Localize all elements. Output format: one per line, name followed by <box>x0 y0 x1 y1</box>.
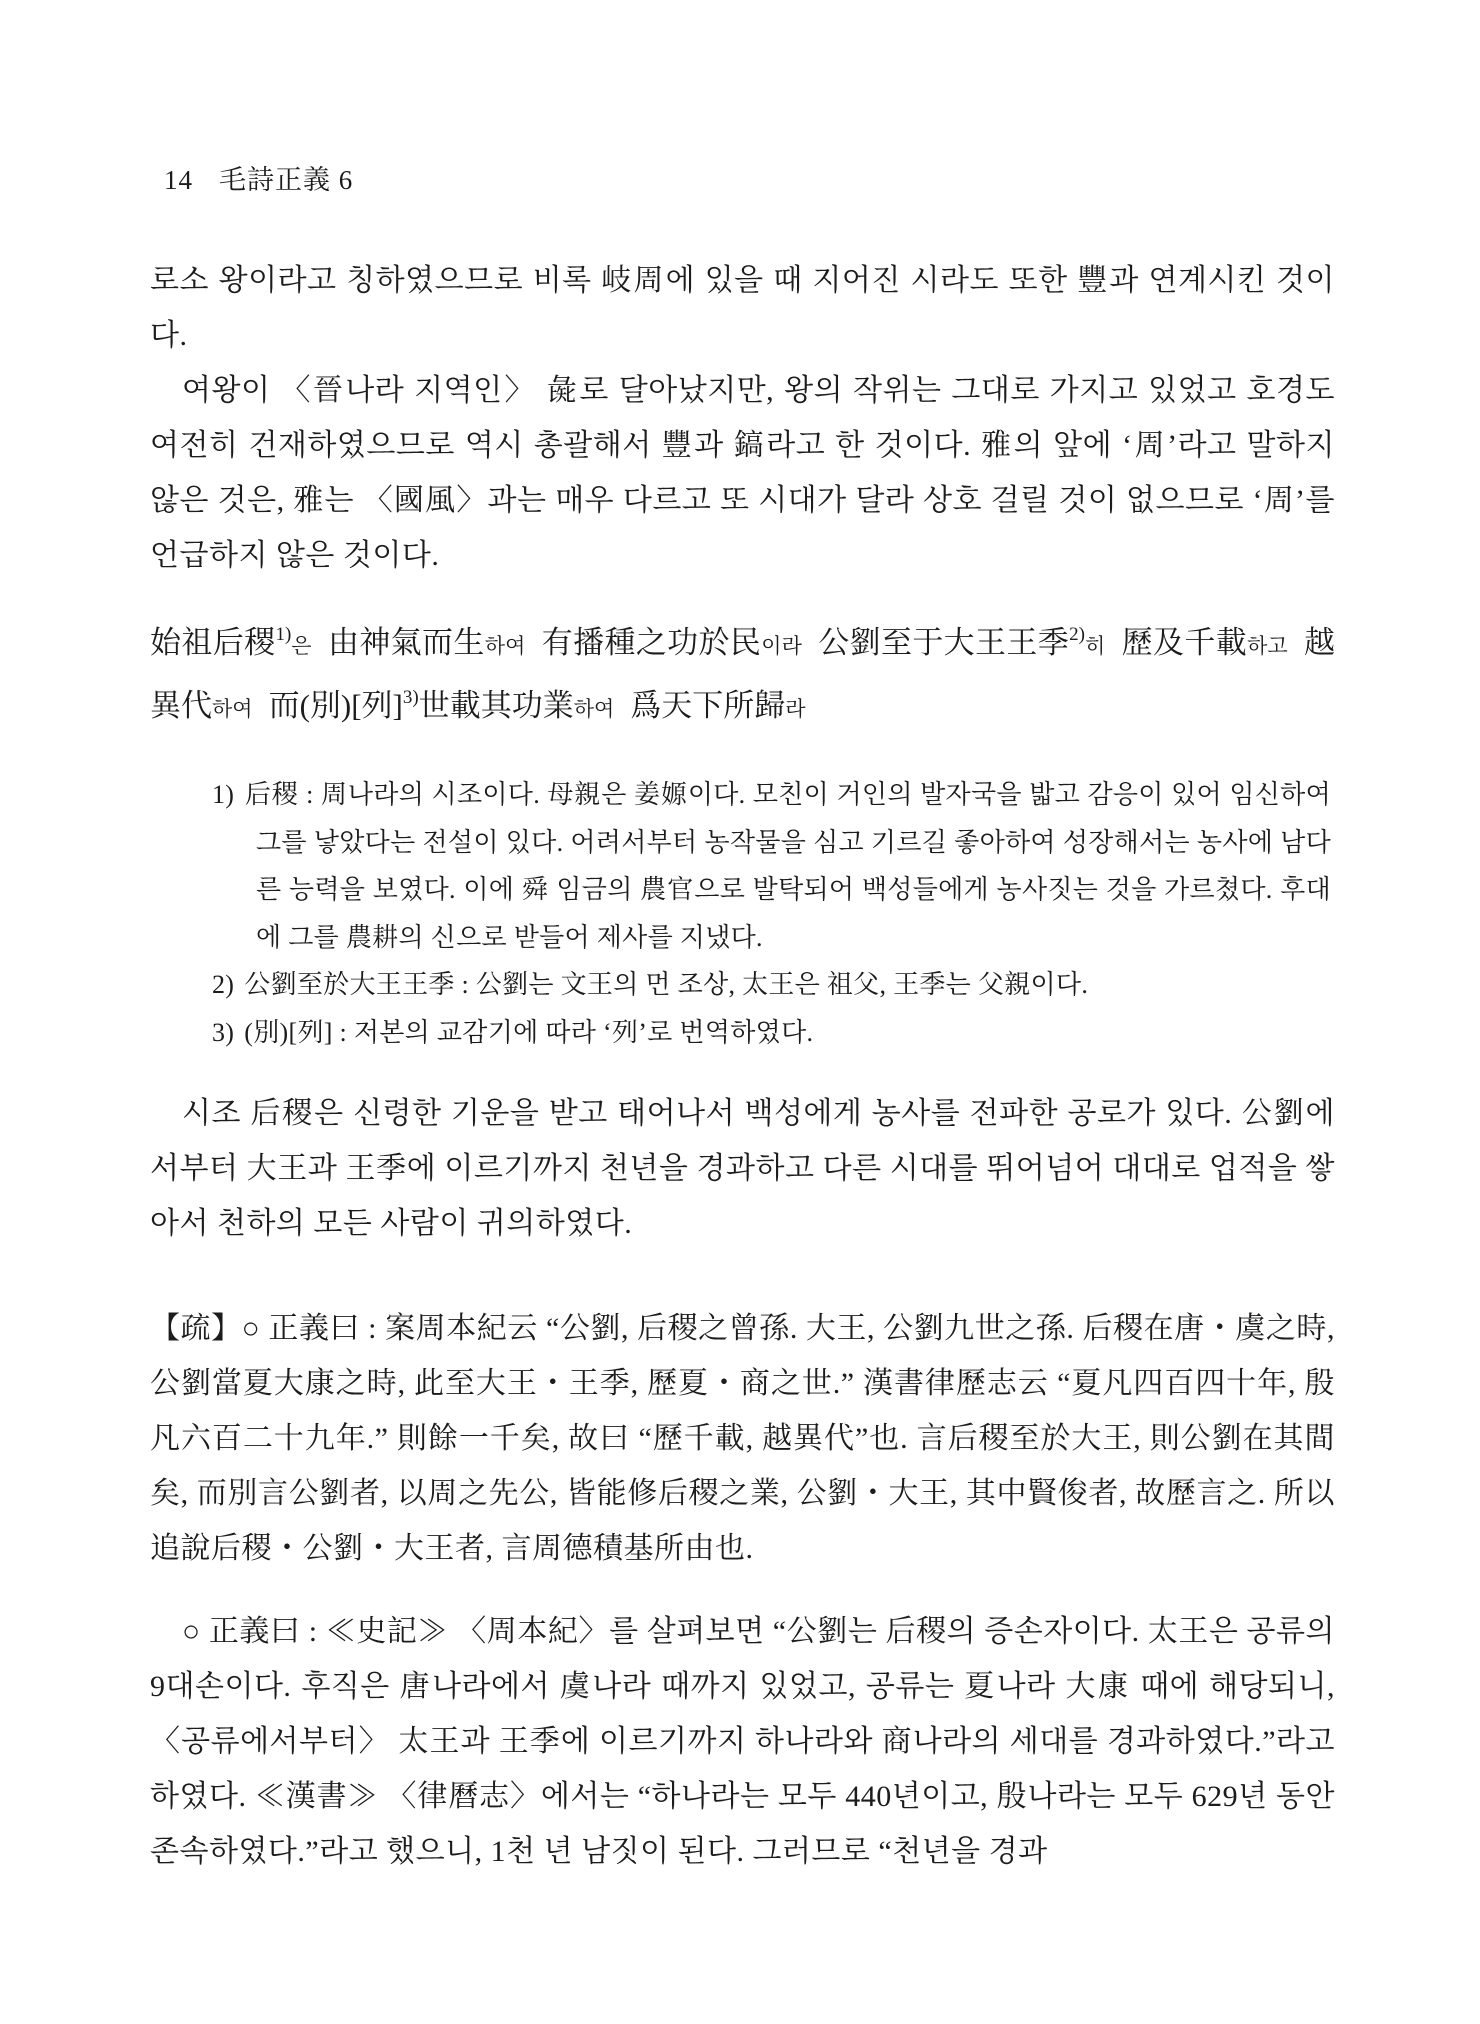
hanmun-phrase: 越異代 <box>150 625 1336 723</box>
commentary-so-paragraph: 【疏】○ 正義曰 : 案周本紀云 “公劉, 后稷之曾孫. 大王, 公劉九世之孫. 后稷在唐・虞之時, 公劉當夏大康之時, 此至大王・王季, 歷夏・商之世.” 漢書律歷志云 “夏凡四百四十年, 殷凡六百二十九年.” 則餘一千矣, 故曰 “歷千載, 越異代”也. 言后稷至於大王, 則公劉在其間矣, 而別言公劉者, 以周之先公, 皆能修后稷之業, 公劉・大王, 其中賢俊者, 故歷言之. 所以追說后稷・公劉・大王者, 言周德積基所由也. <box>150 1312 1335 1565</box>
reading-particle: 이라 <box>761 634 802 658</box>
reading-particle: 은 <box>291 634 312 658</box>
footnote-item-3 <box>212 1009 1331 1057</box>
footnote-marker: 2) <box>212 970 235 999</box>
reading-particle: 하여 <box>212 697 253 721</box>
paragraph-yeowang: 여왕이 〈晉나라 지역인〉 彘로 달아났지만, 왕의 작위는 그대로 가지고 있었고 호경도 여전히 건재하였으므로 역시 총괄해서 豐과 鎬라고 한 것이다. 雅의 앞에 ‘周’라고 말하지 않은 것은, 雅는 〈國風〉과는 매우 다르고 또 시대가 달라 상호 걸릴 것이 없으므로 ‘周’를 언급하지 않은 것이다. <box>150 374 1335 572</box>
footnote-marker: 3) <box>212 1017 235 1047</box>
hanmun-phrase: 爲天下所歸 <box>630 688 786 723</box>
footnote-ref-1: 1) <box>275 624 292 645</box>
reading-particle: 히 <box>1084 634 1106 658</box>
footnote-item-1 <box>212 771 1331 961</box>
footnote-text: (別)[列] : 저본의 교감기에 따라 ‘列’로 번역하였다. <box>244 1017 814 1047</box>
footnote-text: 公劉至於大王王季 : 公劉는 文王의 먼 조상, 太王은 祖父, 王季는 父親이다. <box>244 970 1089 999</box>
footnote-ref-3: 3) <box>402 687 419 708</box>
page-number: 14 <box>164 165 193 195</box>
footnote-text: 后稷 : 周나라의 시조이다. 母親은 姜嫄이다. 모친이 거인의 발자국을 밟고 감응이 있어 임신하여 그를 낳았다는 전설이 있다. 어려서부터 농작물을 심고 기르길 좋아하여 성장해서는 농사에 남다른 능력을 보였다. 이에 舜 임금의 農官으로 발탁되어 백성들에게 농사짓는 것을 가르쳤다. 후대에 그를 農耕의 신으로 받들어 제사를 지냈다. <box>244 780 1331 952</box>
translation-paragraph: 시조 后稷은 신령한 기운을 받고 태어나서 백성에게 농사를 전파한 공로가 있다. 公劉에서부터 大王과 王季에 이르기까지 천년을 경과하고 다른 시대를 뛰어넘어 대대로 업적을 쌓아서 천하의 모든 사람이 귀의하였다. <box>150 1097 1335 1240</box>
hanmun-phrase: 歷及千載 <box>1121 625 1248 660</box>
reading-particle: 라 <box>785 697 806 721</box>
footnote-marker: 1) <box>212 780 235 809</box>
hanmun-phrase: 由神氣而生 <box>327 625 485 660</box>
reading-particle: 하여 <box>573 697 615 721</box>
running-head <box>164 158 1335 197</box>
hanmun-phrase: 有播種之功於民 <box>541 625 762 660</box>
commentary-translation-paragraph: ○ 正義曰 : ≪史記≫ 〈周本紀〉를 살펴보면 “公劉는 后稷의 증손자이다. 太王은 공류의 9대손이다. 후직은 唐나라에서 虞나라 때까지 있었고, 공류는 夏나라 大康 때에 해당되니, 〈공류에서부터〉 太王과 王季에 이르기까지 하나라와 商나라의 세대를 경과하였다.”라고 하였다. ≪漢書≫ 〈律曆志〉에서는 “하나라는 모두 440년이고, 殷나라는 모두 629년 동안 존속하였다.”라고 했으니, 1천 년 남짓이 된다. 그러므로 “천년을 경과 <box>150 1615 1335 1868</box>
hanmun-phrase: 世載其功業 <box>418 688 574 723</box>
book-title: 毛詩正義 6 <box>219 165 354 195</box>
reading-particle: 하여 <box>484 634 526 658</box>
original-hanmun-passage <box>150 613 1335 739</box>
hanmun-phrase: 而(別)[列] <box>268 688 403 723</box>
hanmun-phrase: 始祖后稷 <box>150 625 276 660</box>
reading-particle: 하고 <box>1247 634 1288 658</box>
footnote-list <box>212 771 1331 1056</box>
paragraph-continuation: 로소 왕이라고 칭하였으므로 비록 岐周에 있을 때 지어진 시라도 또한 豐과 연계시킨 것이다. <box>150 264 1335 352</box>
hanmun-phrase: 公劉至于大王王季 <box>817 625 1070 660</box>
footnote-item-2 <box>212 961 1331 1009</box>
footnote-ref-2: 2) <box>1069 624 1085 645</box>
